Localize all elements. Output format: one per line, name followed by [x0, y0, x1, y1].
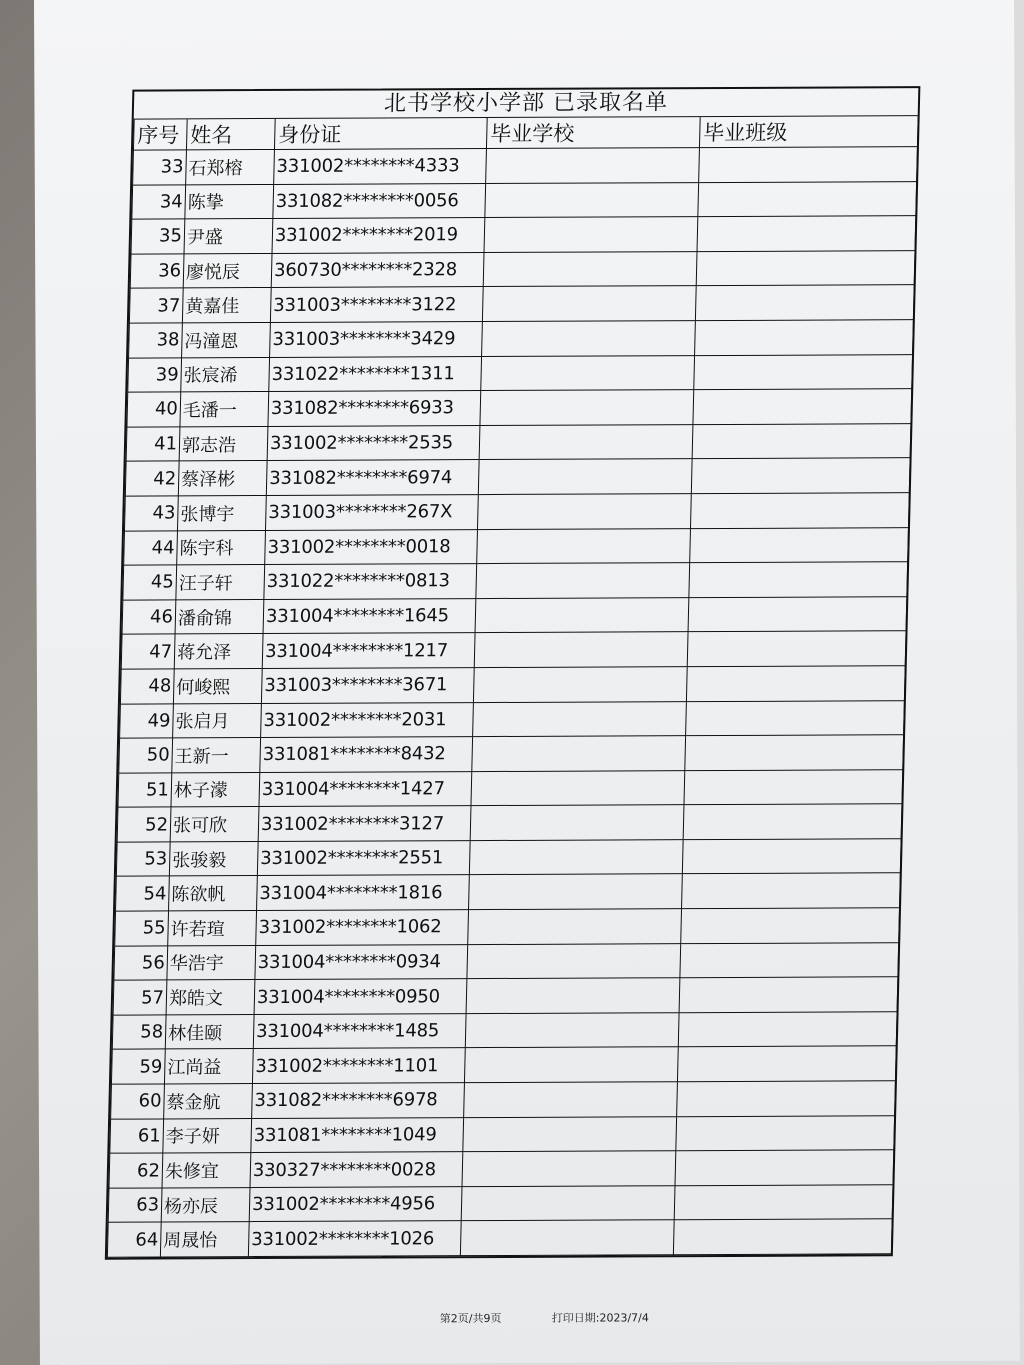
row-class — [678, 1012, 897, 1048]
row-seq: 48 — [120, 669, 174, 704]
row-class — [693, 389, 912, 425]
row-class — [677, 1046, 896, 1082]
row-id-number: 331004********1485 — [253, 1013, 466, 1049]
table-row — [113, 977, 898, 1015]
row-id-number: 331002********1062 — [256, 910, 469, 946]
row-name: 蔡泽彬 — [178, 461, 267, 496]
row-class — [690, 527, 909, 563]
row-class — [699, 147, 918, 183]
row-name: 张博宇 — [177, 495, 266, 530]
row-id-number: 331081********8432 — [260, 737, 473, 773]
row-id-number: 331022********1311 — [269, 356, 482, 392]
row-school — [483, 251, 697, 287]
table-row — [132, 181, 917, 219]
document-page — [34, 0, 1020, 1365]
table-row — [128, 354, 913, 392]
table-row — [122, 596, 907, 634]
row-id-number: 331002********0018 — [265, 529, 478, 565]
row-seq: 35 — [131, 219, 185, 254]
row-school — [466, 978, 680, 1014]
table-row — [125, 458, 910, 496]
row-class — [676, 1115, 895, 1151]
row-id-number: 331082********6974 — [266, 460, 479, 496]
row-name: 何峻熙 — [173, 668, 262, 703]
print-date: 打印日期:2023/7/4 — [551, 1311, 649, 1325]
header-school: 毕业学校 — [486, 117, 700, 148]
row-class — [689, 562, 908, 598]
row-class — [684, 769, 903, 805]
row-seq: 49 — [120, 703, 174, 738]
row-seq: 58 — [112, 1015, 166, 1050]
table-row — [117, 804, 902, 842]
table-row — [131, 216, 916, 254]
row-school — [473, 701, 687, 737]
header-name: 姓名 — [186, 119, 275, 150]
row-name: 蒋允泽 — [174, 634, 263, 669]
row-id-number: 331004********1427 — [259, 771, 472, 807]
table-row — [111, 1081, 896, 1119]
row-class — [680, 942, 899, 978]
row-name: 杨亦辰 — [161, 1187, 250, 1222]
row-seq: 41 — [126, 427, 180, 462]
row-id-number: 331004********1816 — [257, 875, 470, 911]
row-school — [468, 909, 682, 945]
row-name: 陈宇科 — [177, 530, 266, 565]
row-class — [677, 1081, 896, 1117]
row-id-number: 331003********267X — [265, 495, 478, 531]
table-row — [109, 1150, 894, 1188]
table-row — [118, 769, 903, 807]
table-row — [114, 942, 899, 980]
table-row — [107, 1219, 892, 1257]
row-name: 华浩宇 — [167, 945, 256, 980]
row-seq: 40 — [127, 392, 181, 427]
row-id-number: 331004********1645 — [263, 598, 476, 634]
row-name: 蔡金航 — [164, 1084, 253, 1119]
table-row — [119, 735, 904, 773]
row-id-number: 331002********2031 — [261, 702, 474, 738]
row-class — [674, 1185, 893, 1221]
row-id-number: 331004********0950 — [254, 979, 467, 1015]
row-class — [686, 700, 905, 736]
row-class — [683, 804, 902, 840]
table-row — [124, 493, 909, 531]
row-name: 许若瑄 — [168, 911, 257, 946]
row-school — [463, 1116, 677, 1152]
table-row — [111, 1046, 896, 1084]
row-seq: 37 — [129, 288, 183, 323]
row-school — [475, 597, 689, 633]
row-school — [460, 1220, 674, 1256]
row-name: 汪子轩 — [176, 565, 265, 600]
row-school — [469, 874, 683, 910]
admission-list-table — [105, 86, 921, 1260]
row-id-number: 331002********1026 — [248, 1221, 461, 1257]
row-class — [695, 285, 914, 321]
page-number: 第2页/共9页 — [439, 1311, 502, 1326]
row-seq: 39 — [128, 357, 182, 392]
row-class — [695, 320, 914, 356]
row-school — [477, 494, 691, 530]
row-name: 石郑榕 — [186, 149, 275, 184]
row-class — [697, 216, 916, 252]
row-seq: 52 — [117, 807, 171, 842]
row-name: 周晟怡 — [160, 1222, 249, 1257]
row-name: 廖悦辰 — [183, 253, 272, 288]
header-class: 毕业班级 — [699, 116, 918, 147]
table-row — [127, 389, 912, 427]
table-row — [116, 839, 901, 877]
row-id-number: 330327********0028 — [250, 1152, 463, 1188]
row-name: 尹盛 — [184, 219, 273, 254]
row-name: 毛潘一 — [180, 392, 269, 427]
row-class — [691, 458, 910, 494]
row-school — [473, 667, 687, 703]
row-school — [461, 1186, 675, 1222]
table-row — [116, 873, 901, 911]
row-seq: 59 — [111, 1049, 165, 1084]
row-seq: 44 — [124, 530, 178, 565]
row-seq: 60 — [111, 1084, 165, 1119]
row-seq: 36 — [130, 254, 184, 289]
table-row — [108, 1185, 893, 1223]
row-seq: 47 — [121, 634, 175, 669]
row-class — [681, 908, 900, 944]
row-seq: 45 — [123, 565, 177, 600]
row-school — [485, 182, 699, 218]
row-name: 张宸浠 — [181, 357, 270, 392]
row-school — [486, 148, 700, 184]
table-row — [129, 285, 914, 323]
row-name: 王新一 — [172, 738, 261, 773]
table-row — [126, 423, 911, 461]
row-id-number: 331003********3671 — [261, 667, 474, 703]
row-school — [481, 355, 695, 391]
row-seq: 43 — [124, 496, 178, 531]
row-school — [477, 528, 691, 564]
row-name: 江尚益 — [164, 1049, 253, 1084]
row-id-number: 360730********2328 — [271, 252, 484, 288]
row-school — [479, 424, 693, 460]
row-name: 冯潼恩 — [182, 322, 271, 357]
row-school — [467, 943, 681, 979]
row-name: 林子濛 — [171, 772, 260, 807]
row-class — [692, 423, 911, 459]
table-row — [129, 320, 914, 358]
row-id-number: 331002********3127 — [258, 806, 471, 842]
row-school — [480, 390, 694, 426]
row-school — [465, 1013, 679, 1049]
row-name: 李子妍 — [163, 1118, 252, 1153]
row-class — [694, 354, 913, 390]
row-id-number: 331003********3429 — [270, 322, 483, 358]
row-school — [470, 805, 684, 841]
row-id-number: 331082********0056 — [273, 183, 486, 219]
row-name: 张可欣 — [170, 807, 259, 842]
row-name: 张骏毅 — [169, 841, 258, 876]
table-row — [124, 527, 909, 565]
row-id-number: 331004********0934 — [255, 944, 468, 980]
header-id: 身份证 — [274, 118, 487, 149]
table-row — [120, 700, 905, 738]
table-row — [130, 250, 915, 288]
row-id-number: 331002********2551 — [257, 840, 470, 876]
row-name: 朱修宜 — [162, 1153, 251, 1188]
row-school — [482, 286, 696, 322]
row-id-number: 331002********1101 — [252, 1048, 465, 1084]
row-class — [686, 666, 905, 702]
row-name: 潘俞锦 — [175, 599, 264, 634]
row-name: 黄嘉佳 — [182, 288, 271, 323]
row-id-number: 331002********2019 — [272, 218, 485, 254]
row-seq: 38 — [129, 323, 183, 358]
row-seq: 55 — [115, 911, 169, 946]
row-seq: 33 — [133, 150, 187, 185]
row-id-number: 331002********4956 — [249, 1186, 462, 1222]
row-seq: 34 — [132, 184, 186, 219]
table-title: 北书学校小学部 已录取名单 — [134, 88, 919, 119]
table-row — [123, 562, 908, 600]
table-row — [115, 908, 900, 946]
row-class — [685, 735, 904, 771]
row-school — [478, 459, 692, 495]
row-school — [476, 563, 690, 599]
row-school — [464, 1082, 678, 1118]
row-name: 郑皓文 — [166, 980, 255, 1015]
row-name: 陈挚 — [185, 184, 274, 219]
row-id-number: 331082********6933 — [268, 391, 481, 427]
row-id-number: 331002********4333 — [274, 149, 487, 185]
row-school — [472, 736, 686, 772]
row-seq: 56 — [114, 946, 168, 981]
row-class — [682, 839, 901, 875]
table-row — [112, 1012, 897, 1050]
admission-table — [107, 116, 919, 1258]
row-class — [688, 596, 907, 632]
row-seq: 54 — [116, 876, 170, 911]
row-class — [675, 1150, 894, 1186]
row-seq: 46 — [122, 600, 176, 635]
row-seq: 64 — [107, 1222, 161, 1257]
row-name: 张启月 — [173, 703, 262, 738]
row-class — [679, 977, 898, 1013]
row-name: 陈欲帆 — [169, 876, 258, 911]
header-row — [133, 116, 918, 150]
row-seq: 62 — [109, 1153, 163, 1188]
row-class — [687, 631, 906, 667]
table-row — [120, 666, 905, 704]
row-id-number: 331082********6978 — [252, 1083, 465, 1119]
row-id-number: 331081********1049 — [251, 1117, 464, 1153]
row-class — [673, 1219, 892, 1255]
row-name: 林佳颐 — [165, 1014, 254, 1049]
table-row — [133, 147, 918, 185]
row-school — [474, 632, 688, 668]
row-id-number: 331004********1217 — [262, 633, 475, 669]
row-seq: 42 — [125, 461, 179, 496]
row-id-number: 331003********3122 — [270, 287, 483, 323]
row-seq: 63 — [108, 1188, 162, 1223]
row-seq: 51 — [118, 773, 172, 808]
row-school — [484, 217, 698, 253]
row-class — [690, 493, 909, 529]
row-id-number: 331022********0813 — [264, 564, 477, 600]
row-class — [696, 250, 915, 286]
row-school — [482, 321, 696, 357]
row-id-number: 331002********2535 — [267, 425, 480, 461]
row-name: 郭志浩 — [179, 426, 268, 461]
row-seq: 61 — [110, 1119, 164, 1154]
row-seq: 50 — [119, 738, 173, 773]
row-class — [682, 873, 901, 909]
row-seq: 53 — [116, 842, 170, 877]
row-class — [698, 181, 917, 217]
row-school — [462, 1151, 676, 1187]
table-row — [110, 1115, 895, 1153]
row-seq: 57 — [113, 980, 167, 1015]
table-row — [121, 631, 906, 669]
row-school — [464, 1047, 678, 1083]
row-school — [469, 840, 683, 876]
header-seq: 序号 — [133, 119, 187, 150]
row-school — [471, 770, 685, 806]
